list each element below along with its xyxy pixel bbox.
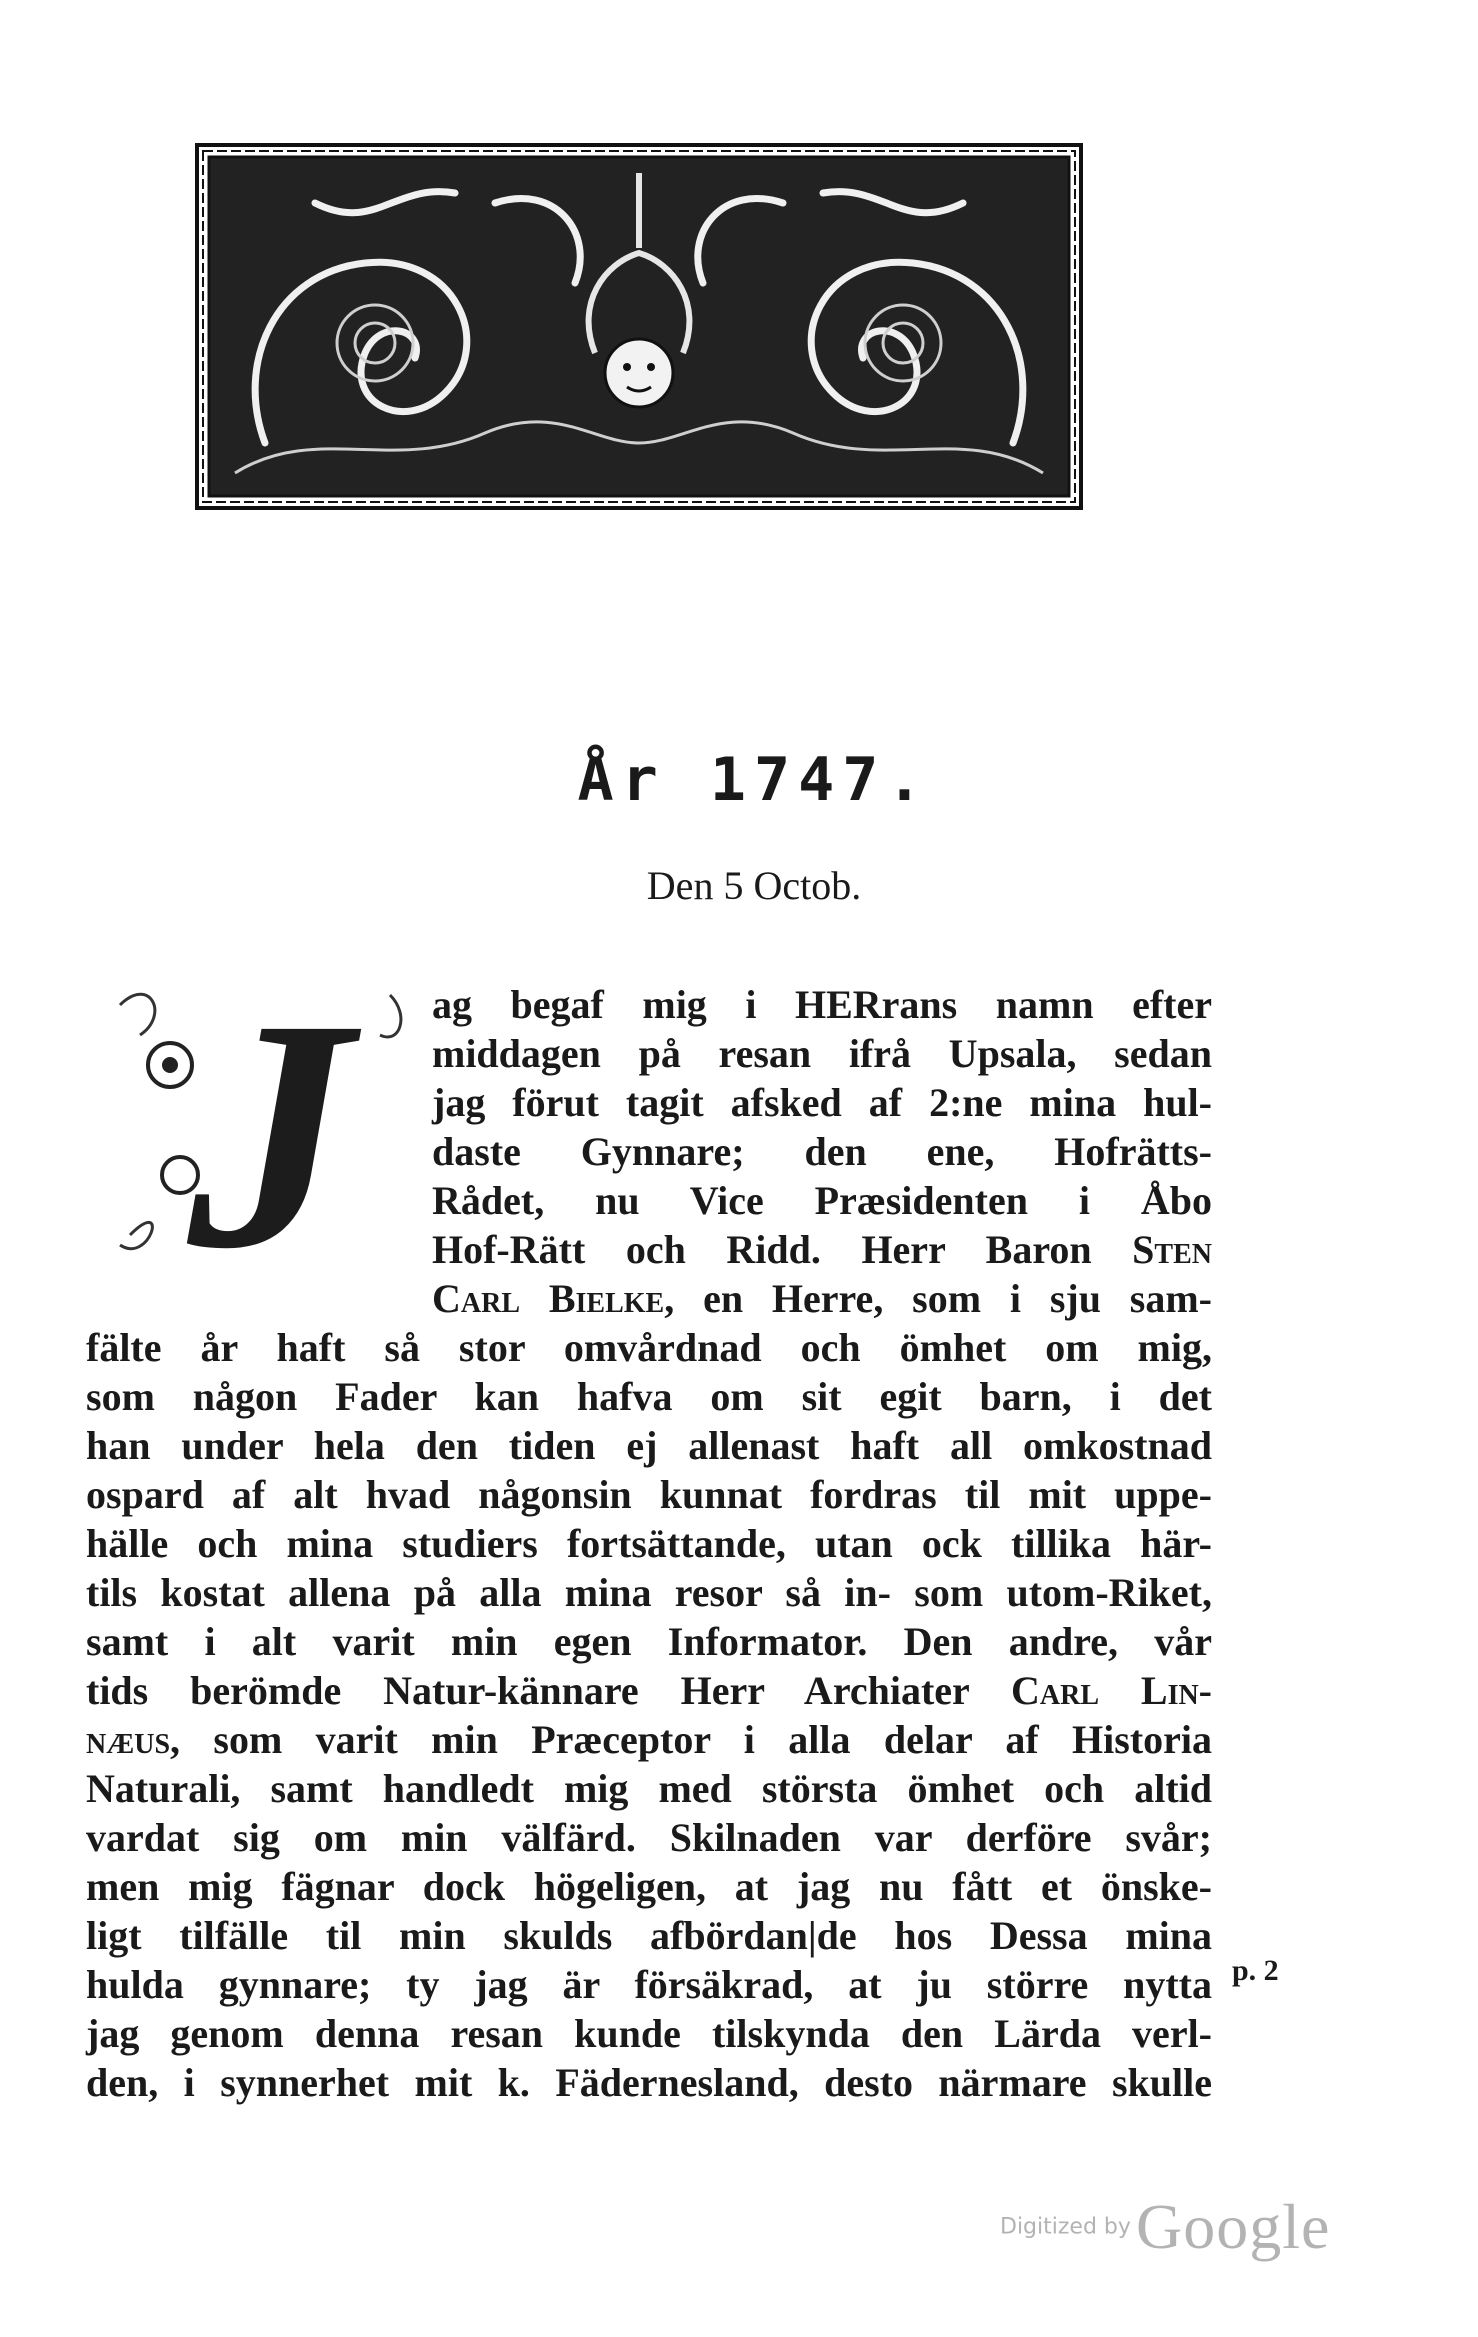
text-segment: hulda gynnare; ty jag är försäkrad, at ju större nytta (86, 1962, 1212, 2007)
text-line (86, 1911, 1212, 1960)
text-line (432, 980, 1212, 1029)
text-line (86, 2009, 1212, 2058)
watermark-brand: Google (1136, 2191, 1331, 2262)
text-segment: Rådet, nu Vice Præsidenten i Åbo (432, 1178, 1212, 1223)
text-segment: hälle och mina studiers fortsättande, utan ock tillika här- (86, 1521, 1212, 1566)
text-segment: som någon Fader kan hafva om sit egit barn, i det (86, 1374, 1212, 1419)
text-line (86, 1813, 1212, 1862)
text-segment: , en Herre, som i sju sam- (664, 1276, 1213, 1321)
text-segment: ag begaf mig i HERrans namn efter (432, 982, 1212, 1027)
text-line (432, 1274, 1212, 1323)
text-line (86, 1666, 1212, 1715)
text-segment: Carl Bielke (432, 1276, 665, 1321)
text-segment: han under hela den tiden ej allenast haft all omkostnad (86, 1423, 1212, 1468)
page-title: År 1747. (577, 745, 931, 815)
ornament-header (195, 143, 1083, 510)
text-line (432, 1029, 1212, 1078)
text-segment: Sten (1132, 1227, 1212, 1272)
text-line (86, 2058, 1212, 2107)
drop-cap-initial (110, 945, 420, 1295)
text-segment: daste Gynnare; den ene, Hofrätts- (432, 1129, 1212, 1174)
text-line (432, 1225, 1212, 1274)
text-line (86, 1617, 1212, 1666)
text-line (86, 1421, 1212, 1470)
text-line (86, 1519, 1212, 1568)
text-line (86, 1960, 1212, 2009)
text-segment: men mig fägnar dock högeligen, at jag nu fått et önske- (86, 1864, 1212, 1909)
text-line (86, 1470, 1212, 1519)
text-segment: vardat sig om min välfärd. Skilnaden var derföre svår; (86, 1815, 1212, 1860)
text-segment: samt i alt varit min egen Informator. Den andre, vår (86, 1619, 1212, 1664)
text-segment: den, i synnerhet mit k. Fädernesland, desto närmare skulle (86, 2060, 1212, 2105)
drop-cap-letter: J (187, 952, 353, 1295)
text-line (86, 1372, 1212, 1421)
text-segment: Hof-Rätt och Ridd. Herr Baron (432, 1227, 1133, 1272)
text-segment: middagen på resan ifrå Upsala, sedan (432, 1031, 1212, 1076)
text-segment: jag förut tagit afsked af 2:ne mina hul- (432, 1080, 1212, 1125)
digitization-watermark (1000, 2190, 1330, 2264)
text-line (86, 1715, 1212, 1764)
text-line (86, 1568, 1212, 1617)
text-segment: , som varit min Præceptor i alla delar af Historia (170, 1717, 1212, 1762)
text-line (432, 1127, 1212, 1176)
margin-page-number: p. 2 (1232, 1954, 1279, 1987)
text-segment: jag genom denna resan kunde tilskynda den Lärda verl- (86, 2011, 1212, 2056)
text-segment: ligt tilfälle til min skulds afbördan|de hos Dessa mina (86, 1913, 1212, 1958)
watermark-prefix: Digitized by (1000, 2214, 1131, 2240)
text-line (432, 1176, 1212, 1225)
text-segment: ospard af alt hvad någonsin kunnat fordras til mit uppe- (86, 1472, 1212, 1517)
text-segment: Naturali, samt handledt mig med största ömhet och altid (86, 1766, 1212, 1811)
text-line (432, 1078, 1212, 1127)
text-line (86, 1323, 1212, 1372)
text-segment: Carl Lin- (1010, 1668, 1213, 1713)
entry-date: Den 5 Octob. (646, 863, 862, 908)
text-line (86, 1862, 1212, 1911)
text-segment: tids berömde Natur-kännare Herr Archiater (86, 1668, 1011, 1713)
text-segment: fälte år haft så stor omvårdnad och ömhet om mig, (86, 1325, 1212, 1370)
text-segment: næus (86, 1717, 171, 1762)
text-line (86, 1764, 1212, 1813)
text-segment: tils kostat allena på alla mina resor så in- som utom-Riket, (86, 1570, 1212, 1615)
